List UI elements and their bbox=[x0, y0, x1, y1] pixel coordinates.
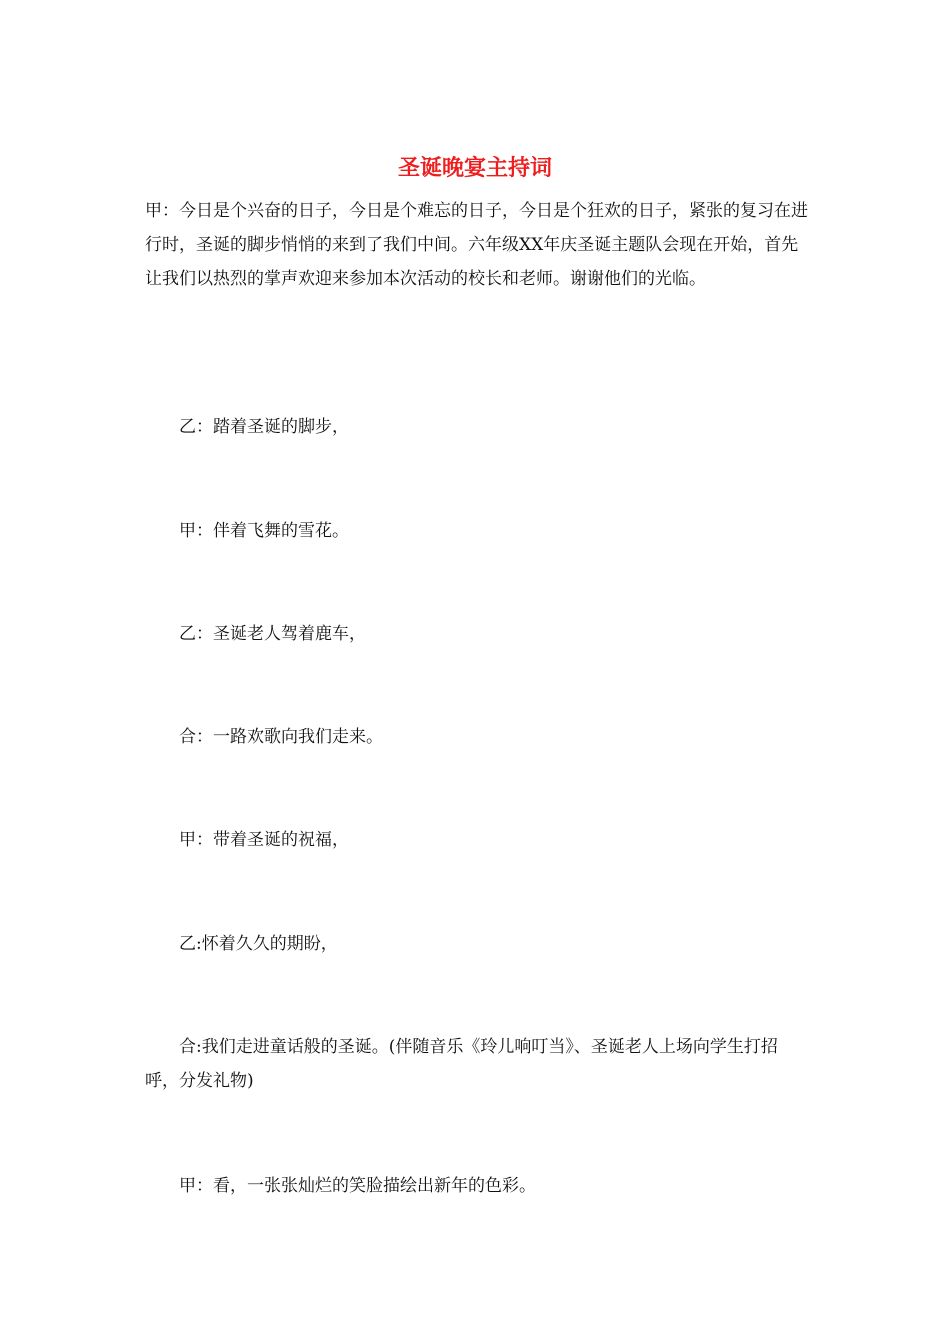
paragraph-line: 甲：带着圣诞的祝福， bbox=[179, 830, 349, 850]
paragraph-line: 乙：圣诞老人驾着鹿车， bbox=[179, 624, 366, 644]
paragraph-line: 合：一路欢歌向我们走来。 bbox=[179, 727, 383, 747]
paragraph-line: 乙：踏着圣诞的脚步， bbox=[179, 417, 349, 437]
paragraph-line: 甲：伴着飞舞的雪花。 bbox=[179, 521, 349, 541]
paragraph-intro: 甲：今日是个兴奋的日子，今日是个难忘的日子，今日是个狂欢的日子，紧张的复习在进行时，圣诞的脚步悄悄的来到了我们中间。六年级XX年庆圣诞主题队会现在开始，首先让我们以热烈的掌声欢迎来参加本次活动的校长和老师。谢谢他们的光临。 bbox=[145, 201, 808, 289]
document-title: 圣诞晚宴主持词 bbox=[397, 155, 552, 181]
paragraph-line: 甲：看，一张张灿烂的笑脸描绘出新年的色彩。 bbox=[179, 1176, 536, 1196]
paragraph-line: 合:我们走进童话般的圣诞。(伴随音乐《玲儿响叮当》、圣诞老人上场向学生打招呼，分发礼物) bbox=[145, 1037, 778, 1091]
paragraph-line: 乙:怀着久久的期盼， bbox=[179, 934, 338, 954]
